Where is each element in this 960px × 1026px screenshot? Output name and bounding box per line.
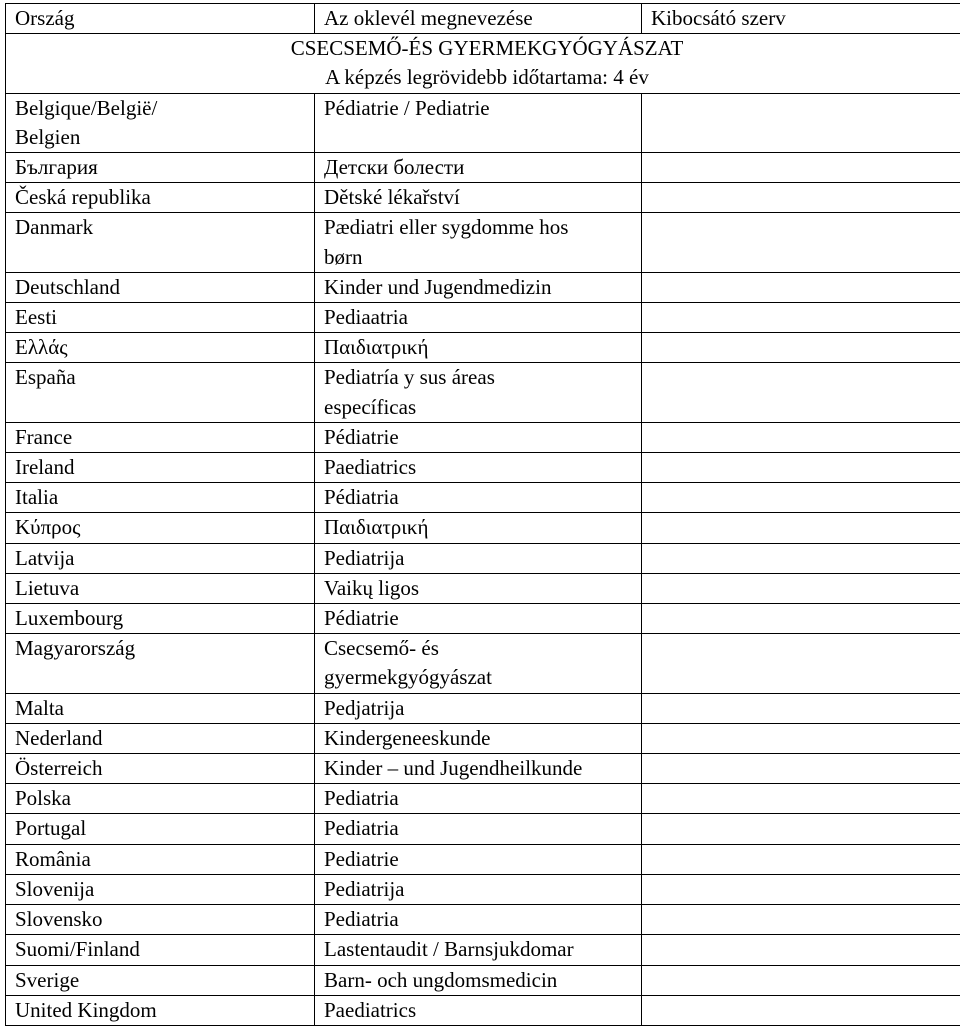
country-cell-line: United Kingdom xyxy=(15,996,305,1025)
diploma-title-cell xyxy=(315,693,642,723)
table-row xyxy=(6,93,960,152)
table-row xyxy=(6,213,960,272)
diploma-title-cell-line: Kinder und Jugendmedizin xyxy=(324,273,632,302)
issuing-body-cell xyxy=(642,965,960,995)
table-row xyxy=(6,874,960,904)
diploma-title-cell-line: Pediatria xyxy=(324,814,632,843)
diploma-table xyxy=(5,3,960,1026)
country-cell xyxy=(6,604,315,634)
table-row xyxy=(6,483,960,513)
issuing-body-cell xyxy=(642,784,960,814)
section-title: CSECSEMŐ-ÉS GYERMEKGYÓGYÁSZAT xyxy=(15,34,959,63)
diploma-title-cell xyxy=(315,543,642,573)
issuing-body-cell xyxy=(642,422,960,452)
issuing-body-cell xyxy=(642,513,960,543)
diploma-title-cell-line: Pædiatri eller sygdomme hos xyxy=(324,213,632,242)
table-row xyxy=(6,543,960,573)
country-cell-line: Latvija xyxy=(15,544,305,573)
diploma-title-cell-line: Kindergeneeskunde xyxy=(324,724,632,753)
issuing-body-cell xyxy=(642,754,960,784)
country-cell-line: España xyxy=(15,363,305,392)
country-cell xyxy=(6,634,315,693)
country-cell xyxy=(6,453,315,483)
diploma-title-cell xyxy=(315,754,642,784)
country-cell-line: Česká republika xyxy=(15,183,305,212)
diploma-title-cell xyxy=(315,723,642,753)
country-cell-line: Sverige xyxy=(15,966,305,995)
diploma-title-cell-line: Paediatrics xyxy=(324,996,632,1025)
country-cell-line: Nederland xyxy=(15,724,305,753)
table-row xyxy=(6,723,960,753)
diploma-title-cell-line: Pediatria xyxy=(324,905,632,934)
country-cell xyxy=(6,693,315,723)
country-cell-line: Belgien xyxy=(15,123,305,152)
diploma-title-cell-line: Kinder – und Jugendheilkunde xyxy=(324,754,632,783)
header-issuing-body: Kibocsátó szerv xyxy=(642,4,960,34)
table-row xyxy=(6,573,960,603)
diploma-title-cell-line: Pediatrija xyxy=(324,875,632,904)
country-cell xyxy=(6,814,315,844)
issuing-body-cell xyxy=(642,844,960,874)
diploma-title-cell-line: Детски болести xyxy=(324,153,632,182)
country-cell xyxy=(6,153,315,183)
issuing-body-cell xyxy=(642,573,960,603)
table-row xyxy=(6,153,960,183)
country-cell-line: Malta xyxy=(15,694,305,723)
table-row xyxy=(6,333,960,363)
diploma-title-cell xyxy=(315,784,642,814)
country-cell xyxy=(6,513,315,543)
table-row xyxy=(6,303,960,333)
country-cell xyxy=(6,272,315,302)
diploma-title-cell-line: Pédiatria xyxy=(324,483,632,512)
diploma-title-cell-line: Barn- och ungdomsmedicin xyxy=(324,966,632,995)
diploma-title-cell-line: Παιδιατρική xyxy=(324,333,632,362)
diploma-title-cell-line: Pediatría y sus áreas xyxy=(324,363,632,392)
table-row xyxy=(6,754,960,784)
diploma-title-cell xyxy=(315,604,642,634)
country-cell xyxy=(6,183,315,213)
issuing-body-cell xyxy=(642,363,960,422)
diploma-title-cell xyxy=(315,422,642,452)
diploma-title-cell xyxy=(315,272,642,302)
country-cell-line: Luxembourg xyxy=(15,604,305,633)
issuing-body-cell xyxy=(642,634,960,693)
issuing-body-cell xyxy=(642,272,960,302)
table-row xyxy=(6,272,960,302)
country-cell xyxy=(6,213,315,272)
country-cell xyxy=(6,333,315,363)
issuing-body-cell xyxy=(642,93,960,152)
diploma-title-cell-line: Pediatria xyxy=(324,784,632,813)
country-cell-line: Ireland xyxy=(15,453,305,482)
diploma-title-cell-line: Dětské lékařství xyxy=(324,183,632,212)
country-cell-line: Danmark xyxy=(15,213,305,242)
diploma-title-cell xyxy=(315,303,642,333)
table-row xyxy=(6,453,960,483)
diploma-title-cell xyxy=(315,844,642,874)
diploma-title-cell xyxy=(315,333,642,363)
diploma-title-cell-line: Pédiatrie xyxy=(324,423,632,452)
country-cell-line: Κύπρος xyxy=(15,513,305,542)
country-cell-line: Österreich xyxy=(15,754,305,783)
issuing-body-cell xyxy=(642,995,960,1025)
section-cell xyxy=(6,34,960,93)
issuing-body-cell xyxy=(642,543,960,573)
country-cell xyxy=(6,995,315,1025)
issuing-body-cell xyxy=(642,905,960,935)
country-cell-line: Belgique/België/ xyxy=(15,94,305,123)
issuing-body-cell xyxy=(642,483,960,513)
table-row xyxy=(6,905,960,935)
country-cell xyxy=(6,874,315,904)
country-cell xyxy=(6,483,315,513)
table-row xyxy=(6,784,960,814)
diploma-title-cell-line: Pediatrie xyxy=(324,845,632,874)
country-cell xyxy=(6,965,315,995)
country-cell xyxy=(6,93,315,152)
issuing-body-cell xyxy=(642,604,960,634)
table-row xyxy=(6,422,960,452)
country-cell xyxy=(6,422,315,452)
country-cell-line: Slovensko xyxy=(15,905,305,934)
country-cell xyxy=(6,573,315,603)
table-row xyxy=(6,604,960,634)
diploma-title-cell xyxy=(315,453,642,483)
country-cell xyxy=(6,905,315,935)
country-cell xyxy=(6,543,315,573)
country-cell-line: Deutschland xyxy=(15,273,305,302)
issuing-body-cell xyxy=(642,814,960,844)
country-cell xyxy=(6,784,315,814)
issuing-body-cell xyxy=(642,453,960,483)
country-cell xyxy=(6,935,315,965)
country-cell-line: България xyxy=(15,153,305,182)
diploma-title-cell xyxy=(315,513,642,543)
diploma-title-cell xyxy=(315,183,642,213)
issuing-body-cell xyxy=(642,303,960,333)
country-cell xyxy=(6,754,315,784)
diploma-title-cell xyxy=(315,995,642,1025)
diploma-title-cell xyxy=(315,935,642,965)
diploma-title-cell xyxy=(315,965,642,995)
diploma-title-cell-line: Paediatrics xyxy=(324,453,632,482)
country-cell xyxy=(6,723,315,753)
diploma-title-cell xyxy=(315,93,642,152)
diploma-title-cell xyxy=(315,363,642,422)
country-cell-line: Magyarország xyxy=(15,634,305,663)
table-row xyxy=(6,183,960,213)
diploma-title-cell-line: gyermekgyógyászat xyxy=(324,663,632,692)
table-row xyxy=(6,995,960,1025)
diploma-title-cell xyxy=(315,573,642,603)
table-row xyxy=(6,363,960,422)
diploma-title-cell-line: Pediaatria xyxy=(324,303,632,332)
section-min-duration: A képzés legrövidebb időtartama: 4 év xyxy=(15,63,959,92)
issuing-body-cell xyxy=(642,333,960,363)
issuing-body-cell xyxy=(642,935,960,965)
country-cell-line: Ελλάς xyxy=(15,333,305,362)
table-row xyxy=(6,935,960,965)
diploma-title-cell xyxy=(315,814,642,844)
table-row xyxy=(6,693,960,723)
diploma-title-cell xyxy=(315,483,642,513)
diploma-title-cell-line: Παιδιατρική xyxy=(324,513,632,542)
table-row xyxy=(6,814,960,844)
diploma-title-cell-line: específicas xyxy=(324,393,632,422)
country-cell-line: Portugal xyxy=(15,814,305,843)
country-cell xyxy=(6,363,315,422)
country-cell xyxy=(6,844,315,874)
diploma-title-cell-line: børn xyxy=(324,243,632,272)
country-cell-line: Lietuva xyxy=(15,574,305,603)
issuing-body-cell xyxy=(642,213,960,272)
diploma-title-cell-line: Lastentaudit / Barnsjukdomar xyxy=(324,935,632,964)
header-country: Ország xyxy=(6,4,315,34)
table-row xyxy=(6,513,960,543)
header-row xyxy=(6,4,960,34)
diploma-title-cell xyxy=(315,874,642,904)
table-row xyxy=(6,965,960,995)
diploma-title-cell-line: Pediatrija xyxy=(324,544,632,573)
diploma-title-cell-line: Pédiatrie xyxy=(324,604,632,633)
issuing-body-cell xyxy=(642,693,960,723)
header-diploma-title: Az oklevél megnevezése xyxy=(315,4,642,34)
diploma-title-cell-line: Csecsemő- és xyxy=(324,634,632,663)
country-cell-line: Italia xyxy=(15,483,305,512)
diploma-title-cell-line: Vaikų ligos xyxy=(324,574,632,603)
issuing-body-cell xyxy=(642,723,960,753)
country-cell-line: România xyxy=(15,845,305,874)
country-cell xyxy=(6,303,315,333)
country-cell-line: Slovenija xyxy=(15,875,305,904)
country-cell-line: Polska xyxy=(15,784,305,813)
diploma-title-cell xyxy=(315,634,642,693)
issuing-body-cell xyxy=(642,183,960,213)
country-cell-line: France xyxy=(15,423,305,452)
diploma-title-cell xyxy=(315,905,642,935)
table-row xyxy=(6,844,960,874)
country-cell-line: Suomi/Finland xyxy=(15,935,305,964)
diploma-title-cell xyxy=(315,153,642,183)
section-row xyxy=(6,34,960,93)
diploma-title-cell-line: Pedjatrija xyxy=(324,694,632,723)
issuing-body-cell xyxy=(642,874,960,904)
diploma-title-cell xyxy=(315,213,642,272)
country-cell-line: Eesti xyxy=(15,303,305,332)
issuing-body-cell xyxy=(642,153,960,183)
table-row xyxy=(6,634,960,693)
diploma-title-cell-line: Pédiatrie / Pediatrie xyxy=(324,94,632,123)
